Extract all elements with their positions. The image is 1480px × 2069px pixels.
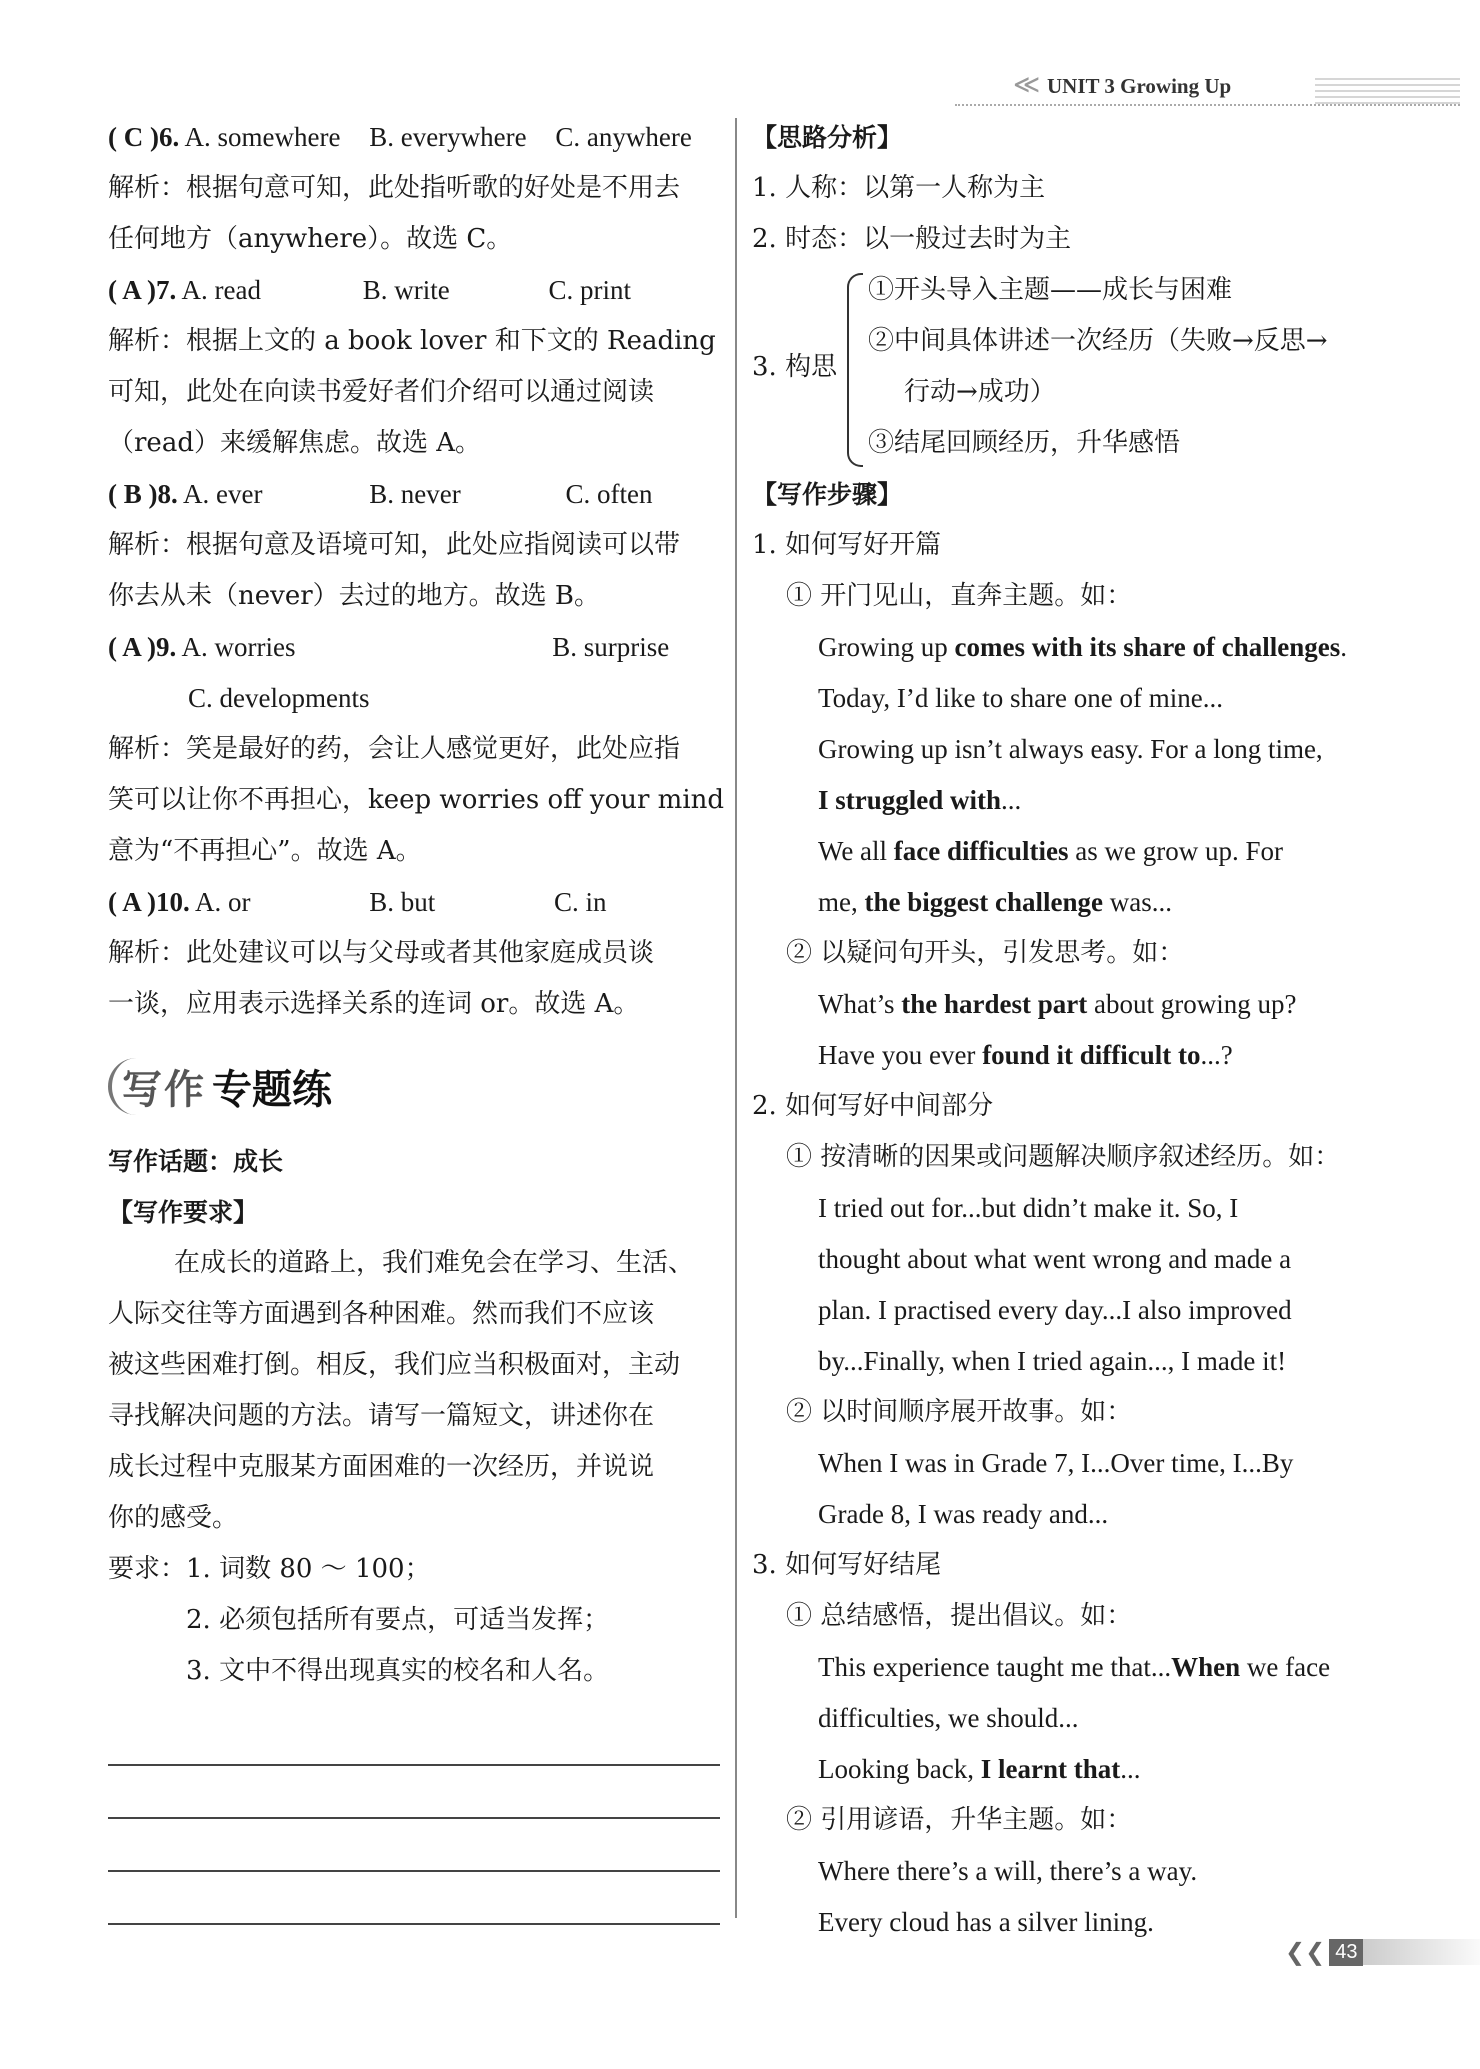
structure-label: 3. 构思 [752, 352, 838, 382]
prompt-line: 被这些困难打倒。相反，我们应当积极面对，主动 [108, 1350, 681, 1380]
option-b: B. surprise [552, 632, 670, 662]
explanation-line: 解析：根据句意及语境可知，此处应指阅读可以带 [108, 530, 681, 560]
requirement-item: 3. 文中不得出现真实的校名和人名。 [186, 1656, 610, 1686]
prompt-line: 成长过程中克服某方面困难的一次经历，并说说 [108, 1452, 655, 1482]
structure-brace-group [752, 265, 1372, 469]
option-a: A. worries [181, 632, 296, 662]
explanation-line: 解析：根据上文的 a book lover 和下文的 Reading [108, 326, 716, 356]
column-divider [735, 118, 737, 1918]
example-sentence: I struggled with... [818, 785, 1022, 815]
example-sentence: Grade 8, I was ready and... [818, 1499, 1109, 1529]
example-sentence: difficulties, we should... [818, 1703, 1079, 1733]
example-sentence: I tried out for...but didn’t make it. So, I [818, 1193, 1239, 1223]
structure-item: ②中间具体讲述一次经历（失败→反思→ [868, 326, 1328, 356]
explanation-line: 可知，此处在向读书爱好者们介绍可以通过阅读 [108, 377, 655, 407]
option-b: B. but [369, 887, 436, 917]
explanation-line: 解析：此处建议可以与父母或者其他家庭成员谈 [108, 938, 655, 968]
example-sentence: What’s the hardest part about growing up? [818, 989, 1297, 1019]
answer: ( A ) [108, 275, 157, 305]
option-a: A. somewhere [184, 122, 341, 152]
requirement-item: 要求：1. 词数 80 ～ 100； [108, 1554, 431, 1584]
answer-writing-line[interactable] [108, 1713, 720, 1766]
prompt-line: 人际交往等方面遇到各种困难。然而我们不应该 [108, 1299, 655, 1329]
explanation-line: 意为“不再担心”。故选 A。 [108, 836, 422, 866]
left-column [108, 112, 725, 1925]
running-header [955, 68, 1460, 108]
answer: ( A ) [108, 632, 157, 662]
section-title-main: 专题练 [212, 1066, 332, 1113]
example-sentence: Where there’s a will, there’s a way. [818, 1856, 1198, 1886]
question-number: 6. [158, 122, 180, 152]
left-brace-icon [847, 273, 863, 467]
option-b: B. write [362, 275, 450, 305]
requirement-item: 2. 必须包括所有要点，可适当发挥； [186, 1605, 610, 1635]
step-method: ① 开门见山，直奔主题。如： [786, 581, 1133, 611]
chevron-left-icon: ≪ [1013, 70, 1041, 100]
steps-tag: 【写作步骤】 [752, 480, 903, 509]
option-c: C. anywhere [555, 122, 692, 152]
question-9 [108, 622, 720, 673]
question-7 [108, 265, 720, 316]
section-title-bubble: 写作 [108, 1058, 206, 1115]
example-sentence: plan. I practised every day...I also improved [818, 1295, 1292, 1325]
option-c: C. print [548, 275, 632, 305]
example-sentence: When I was in Grade 7, I...Over time, I...By [818, 1448, 1294, 1478]
answer-writing-line[interactable] [108, 1766, 720, 1819]
unit-title: UNIT 3 Growing Up [1047, 74, 1232, 98]
question-6 [108, 112, 720, 163]
step-heading: 2. 如何写好中间部分 [752, 1091, 994, 1121]
question-number: 8. [157, 479, 178, 509]
option-c: C. in [554, 887, 607, 917]
analysis-item: 1. 人称：以第一人称为主 [752, 173, 1046, 203]
answer: ( A ) [108, 887, 157, 917]
option-a: A. read [181, 275, 261, 305]
answer-writing-line[interactable] [108, 1872, 720, 1925]
prompt-line: 寻找解决问题的方法。请写一篇短文，讲述你在 [108, 1401, 655, 1431]
page-number-badge [1285, 1935, 1480, 1969]
example-sentence: thought about what went wrong and made a [818, 1244, 1292, 1274]
example-sentence: Growing up comes with its share of challenges. [818, 632, 1347, 662]
example-sentence: by...Finally, when I tried again..., I made it! [818, 1346, 1287, 1376]
option-a: A. or [195, 887, 251, 917]
section-title [108, 1036, 720, 1136]
example-sentence: Growing up isn’t always easy. For a long time, [818, 734, 1323, 764]
page-number-fade [1363, 1939, 1480, 1965]
right-column [752, 112, 1372, 1948]
question-number: 9. [156, 632, 177, 662]
explanation-line: 解析：根据句意可知，此处指听歌的好处是不用去 [108, 173, 681, 203]
explanation-line: 一谈，应用表示选择关系的连词 or。故选 A。 [108, 989, 640, 1019]
header-dotted-rule [955, 104, 1460, 106]
analysis-item: 2. 时态：以一般过去时为主 [752, 224, 1072, 254]
prompt-line: 你的感受。 [108, 1503, 239, 1533]
step-method: ① 总结感悟，提出倡议。如： [786, 1601, 1133, 1631]
explanation-line: 任何地方（anywhere）。故选 C。 [108, 224, 513, 254]
explanation-line: 笑可以让你不再担心，keep worries off your mind [108, 785, 725, 815]
step-heading: 3. 如何写好结尾 [752, 1550, 942, 1580]
example-sentence: This experience taught me that...When we face [818, 1652, 1331, 1682]
step-method: ② 以疑问句开头，引发思考。如： [786, 938, 1185, 968]
double-chevron-left-icon: ❮❮ [1285, 1938, 1326, 1966]
option-b: B. everywhere [369, 122, 527, 152]
example-sentence: We all face difficulties as we grow up. For [818, 836, 1283, 866]
example-sentence: Looking back, I learnt that... [818, 1754, 1141, 1784]
example-sentence: Have you ever found it difficult to...? [818, 1040, 1233, 1070]
structure-item: ③结尾回顾经历，升华感悟 [868, 428, 1181, 458]
explanation-line: 你去从未（never）去过的地方。故选 B。 [108, 581, 601, 611]
header-stripes [1315, 78, 1460, 104]
example-sentence: Today, I’d like to share one of mine... [818, 683, 1223, 713]
prompt-line: 在成长的道路上，我们难免会在学习、生活、 [174, 1248, 695, 1278]
analysis-tag: 【思路分析】 [752, 123, 903, 152]
question-8 [108, 469, 720, 520]
page-number: 43 [1329, 1939, 1363, 1966]
option-a: A. ever [183, 479, 263, 509]
question-number: 10. [156, 887, 190, 917]
step-method: ② 引用谚语，升华主题。如： [786, 1805, 1133, 1835]
step-method: ① 按清晰的因果或问题解决顺序叙述经历。如： [786, 1142, 1341, 1172]
example-sentence: Every cloud has a silver lining. [818, 1907, 1154, 1937]
requirements-tag: 【写作要求】 [108, 1198, 259, 1227]
explanation-line: 解析：笑是最好的药，会让人感觉更好，此处应指 [108, 734, 681, 764]
answer: ( C ) [108, 122, 159, 152]
answer: ( B ) [108, 479, 158, 509]
structure-item: 行动→成功） [904, 377, 1056, 407]
structure-item: ①开头导入主题——成长与困难 [868, 275, 1233, 305]
question-10 [108, 877, 720, 928]
option-c: C. often [565, 479, 653, 509]
writing-topic: 写作话题：成长 [108, 1147, 284, 1176]
question-number: 7. [156, 275, 177, 305]
step-heading: 1. 如何写好开篇 [752, 530, 942, 560]
explanation-line: （read）来缓解焦虑。故选 A。 [108, 428, 482, 458]
example-sentence: me, the biggest challenge was... [818, 887, 1172, 917]
option-b: B. never [369, 479, 461, 509]
answer-writing-line[interactable] [108, 1819, 720, 1872]
step-method: ② 以时间顺序展开故事。如： [786, 1397, 1133, 1427]
option-c: C. developments [188, 683, 370, 713]
